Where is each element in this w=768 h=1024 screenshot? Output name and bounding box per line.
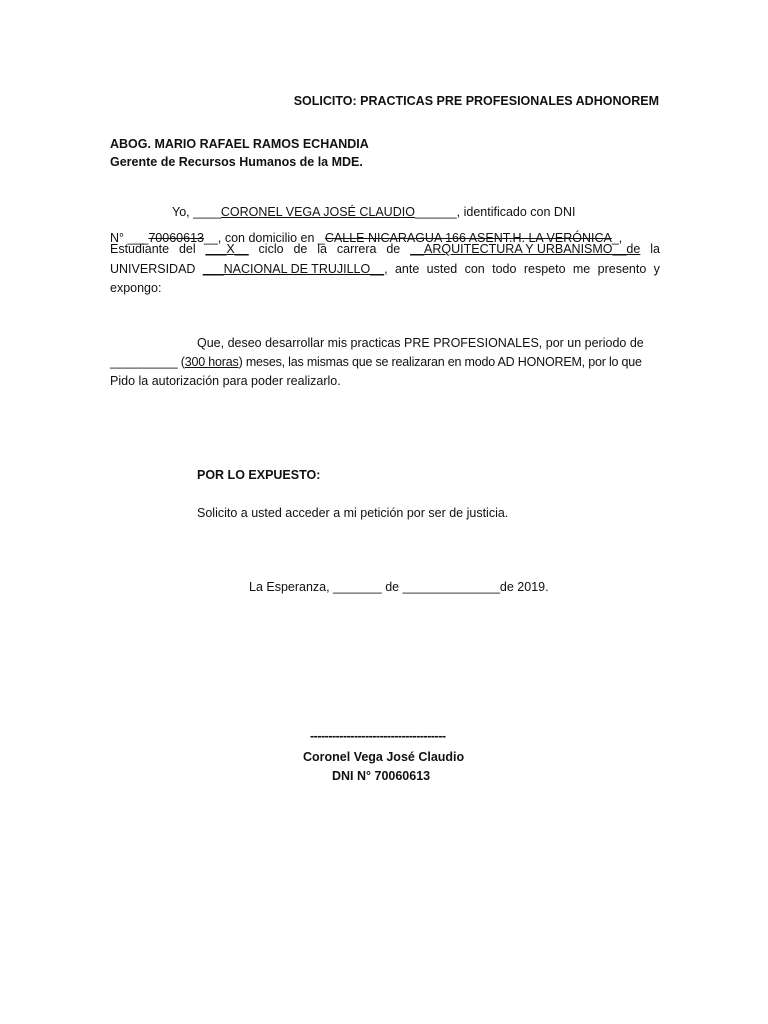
date-line: La Esperanza, _______ de ______________de 2019. — [249, 580, 549, 594]
intro-line-1 — [172, 205, 575, 219]
dni-suffix: __, con domicilio en _ — [203, 231, 325, 245]
intro-line-3 — [110, 242, 660, 256]
body-line-3: Pido la autorización para poder realizarlo. — [110, 374, 341, 388]
student-word: Estudiante — [110, 242, 170, 256]
dni-prefix: N° ___ — [110, 231, 149, 245]
intro-yo-prefix: Yo, ____ — [172, 205, 221, 219]
signature-line: ------------------------------------- — [310, 729, 446, 743]
univ-word: ante — [394, 262, 420, 276]
intro-line-4 — [110, 262, 660, 276]
univ-word: UNIVERSIDAD — [110, 262, 196, 276]
student-word: de — [386, 242, 401, 256]
closing-heading: POR LO EXPUESTO: — [197, 468, 321, 482]
career-value: __ARQUITECTURA Y URBANISMO__de — [410, 242, 641, 256]
address: CALLE NICARAGUA 166 ASENT.H. LA VERÓNICA — [324, 231, 612, 245]
university-value: ___NACIONAL DE TRUJILLO__, — [202, 262, 388, 276]
student-word: de — [293, 242, 308, 256]
intro-line-5: expongo: — [110, 281, 162, 295]
dni-number: 70060613 — [148, 231, 204, 245]
subject-line: SOLICITO: PRACTICAS PRE PROFESIONALES ADHONOREM — [293, 94, 659, 108]
recipient-title: Gerente de Recursos Humanos de la MDE. — [110, 155, 363, 169]
student-word: ciclo — [258, 242, 284, 256]
recipient-name: ABOG. MARIO RAFAEL RAMOS ECHANDIA — [110, 137, 369, 151]
univ-word: respeto — [523, 262, 566, 276]
univ-word: usted — [426, 262, 458, 276]
body-line-2-rest: ) meses, las mismas que se realizaran en modo AD HONOREM, por lo que — [238, 355, 642, 369]
univ-word: con — [464, 262, 485, 276]
intro-yo-suffix: ______, identificado con DNI — [414, 205, 576, 219]
body-line-1: Que, deseo desarrollar mis practicas PRE PROFESIONALES, por un periodo de — [197, 336, 644, 350]
period-blank: __________ ( — [110, 355, 185, 369]
hours-value: 300 horas — [184, 355, 239, 369]
signature-dni: DNI N° 70060613 — [332, 769, 431, 783]
student-word: carrera — [336, 242, 377, 256]
univ-word: me — [572, 262, 591, 276]
body-line-2 — [110, 355, 642, 369]
applicant-name: CORONEL VEGA JOSÉ CLAUDIO — [220, 205, 415, 219]
student-word: la — [650, 242, 660, 256]
student-word: del — [178, 242, 196, 256]
univ-word: todo — [492, 262, 517, 276]
address-suffix: _, — [611, 231, 623, 245]
cycle-value: ___X__ — [205, 242, 249, 256]
signature-name: Coronel Vega José Claudio — [303, 750, 465, 764]
univ-word: presento — [597, 262, 647, 276]
student-word: la — [317, 242, 327, 256]
univ-word: y — [653, 262, 660, 276]
closing-request: Solicito a usted acceder a mi petición por ser de justicia. — [197, 506, 509, 520]
